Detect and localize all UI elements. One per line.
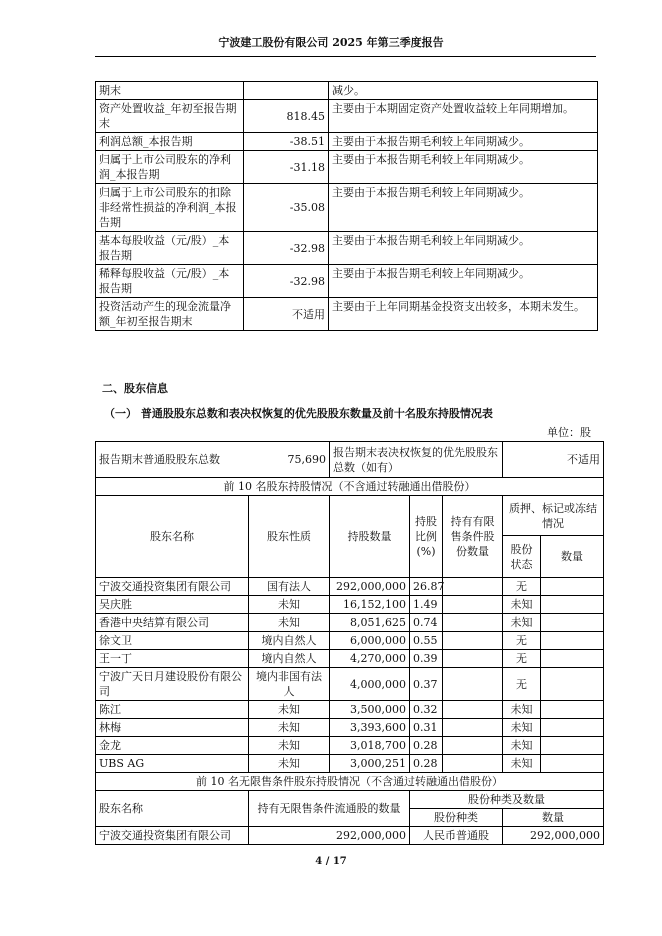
table-row bbox=[96, 265, 598, 298]
holder-name: 陈江 bbox=[96, 701, 249, 719]
holder-pledge-status: 无 bbox=[503, 668, 541, 701]
change-reason: 主要由于上年同期基金投资支出较多，本期未发生。 bbox=[329, 298, 598, 331]
change-reason: 主要由于本报告期毛利较上年同期减少。 bbox=[329, 151, 598, 184]
u-col-header-type: 股份种类 bbox=[410, 809, 503, 827]
holder-nature: 未知 bbox=[249, 737, 330, 755]
col-header-pledge: 质押、标记或冻结情况 bbox=[503, 496, 604, 536]
header-divider bbox=[95, 56, 596, 57]
holder-name: 宁波广天日月建设股份有限公司 bbox=[96, 668, 249, 701]
holder-ratio: 0.28 bbox=[410, 755, 443, 773]
holder-shares: 8,051,625 bbox=[330, 614, 410, 632]
change-reason: 主要由于本报告期毛利较上年同期减少。 bbox=[329, 265, 598, 298]
change-reason-table bbox=[95, 81, 598, 331]
holder-pledge-qty bbox=[541, 632, 604, 650]
holder-pledge-status: 未知 bbox=[503, 596, 541, 614]
table-row bbox=[96, 596, 604, 614]
change-reason: 减少。 bbox=[329, 82, 598, 100]
holder-restricted bbox=[443, 755, 503, 773]
section-subtitle: （一） 普通股股东总数和表决权恢复的优先股股东数量及前十名股东持股情况表 bbox=[104, 407, 493, 420]
col-header-nature: 股东性质 bbox=[249, 496, 330, 578]
table-row bbox=[96, 184, 598, 232]
change-item: 利润总额_本报告期 bbox=[96, 133, 244, 151]
change-value: -38.51 bbox=[244, 133, 329, 151]
holder-nature: 未知 bbox=[249, 701, 330, 719]
u-col-header-type-group: 股份种类及数量 bbox=[410, 791, 604, 809]
holder-name: UBS AG bbox=[96, 755, 249, 773]
section-title: 二、股东信息 bbox=[102, 382, 168, 395]
holder-shares: 3,393,600 bbox=[330, 719, 410, 737]
col-header-pledge-qty: 数量 bbox=[541, 536, 604, 578]
table-row bbox=[96, 668, 604, 701]
holder-ratio: 0.31 bbox=[410, 719, 443, 737]
change-value: 818.45 bbox=[244, 100, 329, 133]
table-row bbox=[96, 650, 604, 668]
holder-pledge-status: 未知 bbox=[503, 614, 541, 632]
holder-shares: 3,000,251 bbox=[330, 755, 410, 773]
holder-shares: 3,500,000 bbox=[330, 701, 410, 719]
change-value bbox=[244, 82, 329, 100]
holder-pledge-status: 未知 bbox=[503, 755, 541, 773]
holder-ratio: 1.49 bbox=[410, 596, 443, 614]
pref-holders-value: 不适用 bbox=[503, 442, 604, 478]
holder-pledge-qty bbox=[541, 650, 604, 668]
holder-ratio: 0.37 bbox=[410, 668, 443, 701]
holder-nature: 未知 bbox=[249, 719, 330, 737]
holder-ratio: 0.39 bbox=[410, 650, 443, 668]
change-value: -35.08 bbox=[244, 184, 329, 232]
holder-restricted bbox=[443, 719, 503, 737]
table-row bbox=[96, 719, 604, 737]
pref-holders-label: 报告期末表决权恢复的优先股股东总数（如有） bbox=[330, 442, 503, 478]
col-header-name: 股东名称 bbox=[96, 496, 249, 578]
holder-name: 林梅 bbox=[96, 719, 249, 737]
u-holder-qty: 292,000,000 bbox=[503, 827, 604, 845]
holder-name: 王一丁 bbox=[96, 650, 249, 668]
change-reason: 主要由于本报告期毛利较上年同期减少。 bbox=[329, 232, 598, 265]
total-holders-label: 报告期末普通股股东总数 75,690 bbox=[96, 442, 330, 478]
change-item: 归属于上市公司股东的净利润_本报告期 bbox=[96, 151, 244, 184]
change-value: -32.98 bbox=[244, 265, 329, 298]
holder-nature: 未知 bbox=[249, 755, 330, 773]
holder-nature: 国有法人 bbox=[249, 578, 330, 596]
unit-label: 单位：股 bbox=[547, 426, 591, 439]
table-row bbox=[96, 827, 604, 845]
holder-pledge-status: 无 bbox=[503, 650, 541, 668]
u-col-header-name: 股东名称 bbox=[96, 791, 249, 827]
u-holder-count: 292,000,000 bbox=[249, 827, 410, 845]
holder-ratio: 0.32 bbox=[410, 701, 443, 719]
holder-pledge-status: 无 bbox=[503, 578, 541, 596]
holder-restricted bbox=[443, 578, 503, 596]
u-col-header-count: 持有无限售条件流通股的数量 bbox=[249, 791, 410, 827]
holder-pledge-qty bbox=[541, 701, 604, 719]
col-header-shares: 持股数量 bbox=[330, 496, 410, 578]
change-value: -32.98 bbox=[244, 232, 329, 265]
holder-name: 金龙 bbox=[96, 737, 249, 755]
holder-pledge-qty bbox=[541, 719, 604, 737]
table-row bbox=[96, 632, 604, 650]
holder-restricted bbox=[443, 701, 503, 719]
change-item: 基本每股收益（元/股）_本报告期 bbox=[96, 232, 244, 265]
holder-restricted bbox=[443, 632, 503, 650]
change-item: 期末 bbox=[96, 82, 244, 100]
change-item: 归属于上市公司股东的扣除非经常性损益的净利润_本报告期 bbox=[96, 184, 244, 232]
holder-pledge-qty bbox=[541, 668, 604, 701]
holder-pledge-status: 未知 bbox=[503, 701, 541, 719]
shareholders-table bbox=[95, 441, 604, 845]
table-row bbox=[96, 614, 604, 632]
holder-restricted bbox=[443, 737, 503, 755]
report-header: 宁波建工股份有限公司 2025 年第三季度报告 bbox=[218, 36, 444, 49]
table-row bbox=[96, 151, 598, 184]
table-row bbox=[96, 100, 598, 133]
table-row bbox=[96, 133, 598, 151]
change-value: -31.18 bbox=[244, 151, 329, 184]
holder-pledge-status: 未知 bbox=[503, 737, 541, 755]
holder-restricted bbox=[443, 650, 503, 668]
holder-name: 吴庆胜 bbox=[96, 596, 249, 614]
holder-shares: 16,152,100 bbox=[330, 596, 410, 614]
holder-pledge-qty bbox=[541, 614, 604, 632]
table-row bbox=[96, 82, 598, 100]
unrestricted-caption: 前 10 名无限售条件股东持股情况（不含通过转融通出借股份） bbox=[96, 773, 604, 791]
holder-name: 徐文卫 bbox=[96, 632, 249, 650]
holder-ratio: 26.87 bbox=[410, 578, 443, 596]
holder-pledge-qty bbox=[541, 755, 604, 773]
total-holders-value: 75,690 bbox=[287, 453, 326, 466]
col-header-pledge-status: 股份状态 bbox=[503, 536, 541, 578]
holder-shares: 4,270,000 bbox=[330, 650, 410, 668]
holder-name: 香港中央结算有限公司 bbox=[96, 614, 249, 632]
holder-nature: 未知 bbox=[249, 596, 330, 614]
table-row bbox=[96, 578, 604, 596]
holder-ratio: 0.74 bbox=[410, 614, 443, 632]
top10-caption: 前 10 名股东持股情况（不含通过转融通出借股份） bbox=[96, 478, 604, 496]
holder-pledge-qty bbox=[541, 596, 604, 614]
change-reason: 主要由于本报告期毛利较上年同期减少。 bbox=[329, 133, 598, 151]
holder-ratio: 0.28 bbox=[410, 737, 443, 755]
holder-shares: 292,000,000 bbox=[330, 578, 410, 596]
change-reason: 主要由于本期固定资产处置收益较上年同期增加。 bbox=[329, 100, 598, 133]
holder-pledge-status: 无 bbox=[503, 632, 541, 650]
holder-restricted bbox=[443, 668, 503, 701]
u-holder-name: 宁波交通投资集团有限公司 bbox=[96, 827, 249, 845]
holder-shares: 4,000,000 bbox=[330, 668, 410, 701]
holder-restricted bbox=[443, 596, 503, 614]
holder-nature: 境内自然人 bbox=[249, 650, 330, 668]
change-item: 资产处置收益_年初至报告期末 bbox=[96, 100, 244, 133]
holder-shares: 6,000,000 bbox=[330, 632, 410, 650]
holder-shares: 3,018,700 bbox=[330, 737, 410, 755]
col-header-ratio: 持股比例(%) bbox=[410, 496, 443, 578]
holder-nature: 境内非国有法人 bbox=[249, 668, 330, 701]
change-value: 不适用 bbox=[244, 298, 329, 331]
u-col-header-qty: 数量 bbox=[503, 809, 604, 827]
table-row bbox=[96, 737, 604, 755]
col-header-restricted: 持有有限售条件股份数量 bbox=[443, 496, 503, 578]
page-number: 4 / 17 bbox=[315, 856, 347, 867]
change-item: 稀释每股收益（元/股）_本报告期 bbox=[96, 265, 244, 298]
holder-pledge-status: 未知 bbox=[503, 719, 541, 737]
holder-nature: 未知 bbox=[249, 614, 330, 632]
change-item: 投资活动产生的现金流量净额_年初至报告期末 bbox=[96, 298, 244, 331]
holder-pledge-qty bbox=[541, 578, 604, 596]
holder-ratio: 0.55 bbox=[410, 632, 443, 650]
holder-restricted bbox=[443, 614, 503, 632]
change-reason: 主要由于本报告期毛利较上年同期减少。 bbox=[329, 184, 598, 232]
u-holder-type: 人民币普通股 bbox=[410, 827, 503, 845]
table-row bbox=[96, 298, 598, 331]
holder-nature: 境内自然人 bbox=[249, 632, 330, 650]
table-row bbox=[96, 232, 598, 265]
table-row bbox=[96, 701, 604, 719]
holder-pledge-qty bbox=[541, 737, 604, 755]
holder-name: 宁波交通投资集团有限公司 bbox=[96, 578, 249, 596]
table-row bbox=[96, 755, 604, 773]
